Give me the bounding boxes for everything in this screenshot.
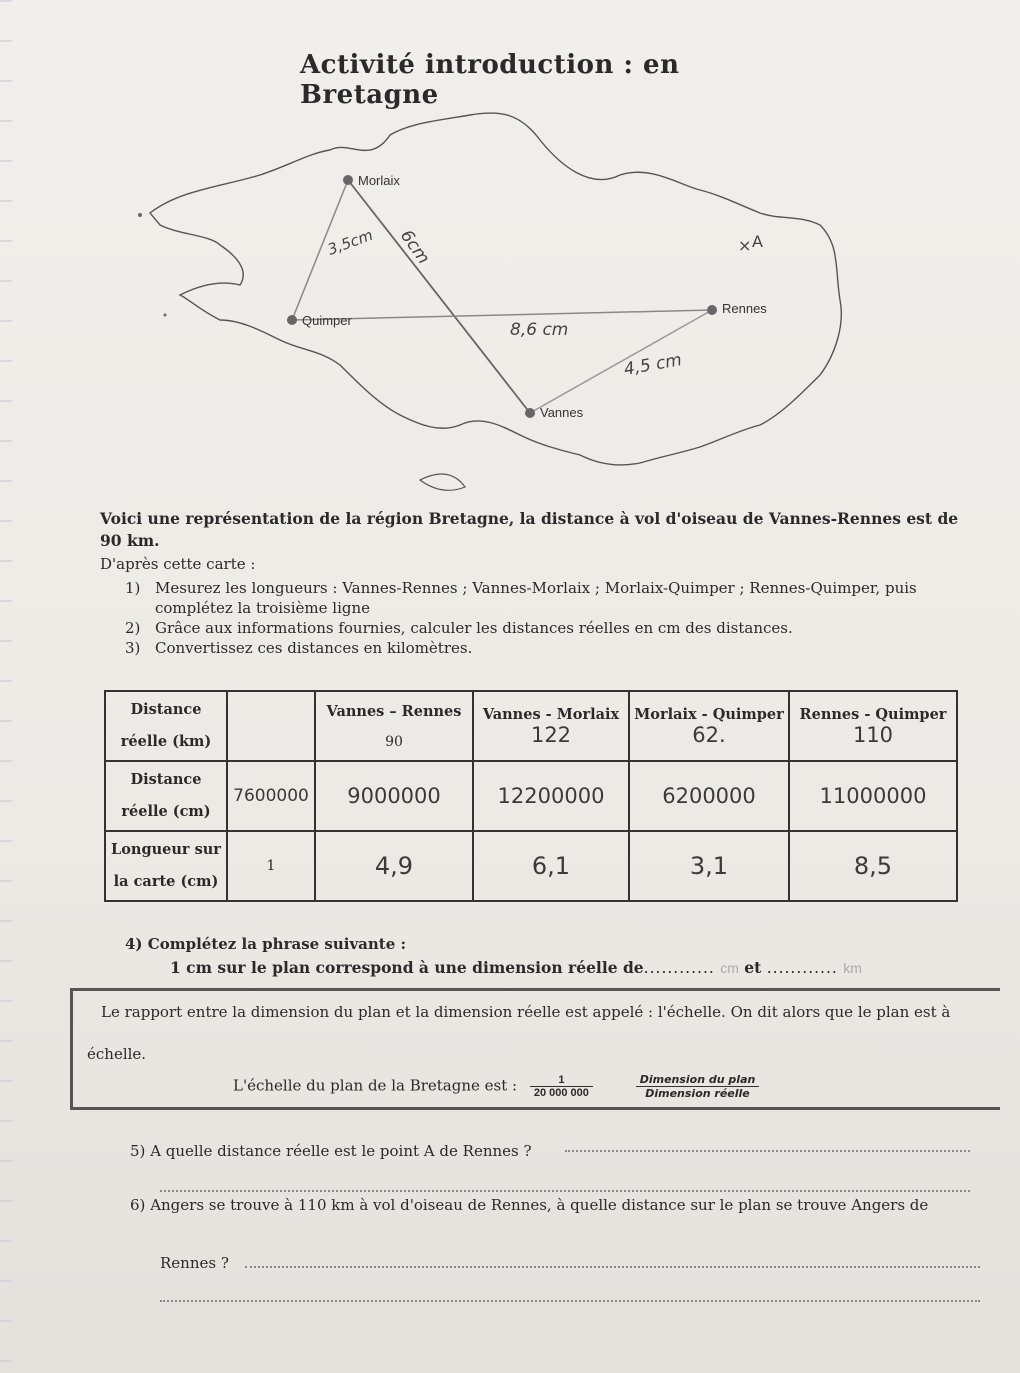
- col-head-vannes-morlaix: Vannes - Morlaix: [482, 705, 620, 723]
- handwritten-value: 12200000: [473, 761, 629, 831]
- intro-text: Voici une représentation de la région Bretagne, la distance à vol d'oiseau de Vannes-Rennes est de 90 km.: [100, 509, 959, 550]
- table-cell: [629, 691, 789, 761]
- question-list: [125, 578, 945, 658]
- fraction-denominator: 20 000 000: [533, 1087, 589, 1099]
- unit-km: km: [843, 960, 862, 976]
- question-number: 3): [125, 639, 141, 657]
- question-text: Convertissez ces distances en kilomètres.: [155, 639, 473, 657]
- row-head-map: Longueur sur la carte (cm): [105, 831, 227, 901]
- island: [420, 474, 465, 490]
- label-vannes: Vannes: [540, 405, 584, 420]
- rennes-point: [707, 305, 717, 315]
- question-number: 2): [125, 619, 141, 637]
- line-quimper-rennes: [292, 310, 712, 320]
- question-number: 1): [125, 579, 141, 597]
- scale-fraction: [530, 1074, 593, 1099]
- notebook-margin: [0, 0, 12, 1373]
- table-cell: [789, 691, 957, 761]
- row-head-km: Distance réelle (km): [105, 691, 227, 761]
- label-morlaix: Morlaix: [358, 173, 400, 188]
- quimper-point: [287, 315, 297, 325]
- question-number: 4): [125, 935, 143, 953]
- answer-line[interactable]: [160, 1190, 970, 1192]
- handwritten-value: 6200000: [629, 761, 789, 831]
- page-title: Activité introduction : en Bretagne: [300, 50, 680, 110]
- answer-line[interactable]: [160, 1300, 980, 1302]
- handwritten-value: 62.: [692, 722, 726, 747]
- table-row: [105, 831, 957, 901]
- table-cell: [473, 691, 629, 761]
- question-6-cont: Rennes ?: [160, 1254, 229, 1272]
- handwritten-value: 110: [852, 722, 894, 747]
- handwritten-value: 11000000: [789, 761, 957, 831]
- table-cell: [227, 691, 315, 761]
- box-line-2: échelle.: [87, 1045, 147, 1063]
- brittany-map: [120, 95, 960, 505]
- question-number: 5): [130, 1142, 146, 1160]
- coastline: [150, 113, 841, 465]
- vannes-point: [525, 408, 535, 418]
- question-text: Grâce aux informations fournies, calculer les distances réelles en cm des distances.: [155, 619, 793, 637]
- formula-numerator: Dimension du plan: [636, 1073, 760, 1087]
- col-head-rennes-quimper: Rennes - Quimper: [799, 705, 947, 723]
- fraction-numerator: 1: [530, 1074, 593, 1087]
- hw-quimper-rennes: 8,6 cm: [510, 320, 569, 340]
- blank-dots[interactable]: ............: [643, 959, 715, 977]
- morlaix-point: [343, 175, 353, 185]
- question-text: Angers se trouve à 110 km à vol d'oiseau de Rennes, à quelle distance sur le plan se trouve Angers de: [150, 1196, 929, 1214]
- row-head-cm: Distance réelle (cm): [105, 761, 227, 831]
- unit-cm: cm: [720, 960, 739, 976]
- hw-morlaix-vannes: 6cm: [395, 226, 434, 268]
- handwritten-value: 122: [530, 722, 572, 747]
- value-90: 90: [385, 733, 403, 750]
- sentence-start: 1 cm sur le plan correspond à une dimension réelle de: [170, 958, 644, 977]
- box-line-1: Le rapport entre la dimension du plan et la dimension réelle est appelé : l'échelle. On dit alors que le plan est à: [101, 1003, 951, 1021]
- question-4: [125, 935, 406, 953]
- question-text: A quelle distance réelle est le point A de Rennes ?: [150, 1142, 532, 1160]
- question-6: [130, 1196, 990, 1214]
- answer-line[interactable]: [565, 1150, 970, 1152]
- handwritten-value: 8,5: [789, 831, 957, 901]
- question-number: 6): [130, 1196, 146, 1214]
- formula-denominator: Dimension réelle: [645, 1087, 750, 1100]
- line-morlaix-vannes: [348, 180, 530, 413]
- box-line-3: [233, 1073, 759, 1100]
- question-5: [130, 1142, 532, 1160]
- hw-vannes-rennes: 4,5 cm: [622, 350, 684, 380]
- label-rennes: Rennes: [722, 301, 767, 316]
- question-1: [125, 578, 945, 618]
- table-cell: [315, 691, 473, 761]
- word-et: et: [744, 958, 762, 977]
- scale-definition-box: [70, 988, 1000, 1110]
- question-text: Mesurez les longueurs : Vannes-Rennes ; Vannes-Morlaix ; Morlaix-Quimper ; Rennes-Quimper, puis complétez la troisième ligne: [155, 579, 917, 617]
- islet-dot: [164, 314, 167, 317]
- handwritten-value: 3,1: [629, 831, 789, 901]
- scale-label: L'échelle du plan de la Bretagne est :: [233, 1076, 518, 1095]
- handwritten-value: 9000000: [315, 761, 473, 831]
- handwritten-value: 6,1: [473, 831, 629, 901]
- table-row: [105, 761, 957, 831]
- islet-dot: [138, 213, 142, 217]
- blank-dots[interactable]: ............: [766, 959, 838, 977]
- value-1: 1: [227, 831, 315, 901]
- col-head-vannes-rennes: Vannes – Rennes: [326, 702, 462, 720]
- handwritten-value: 7600000: [227, 761, 315, 831]
- table-row: [105, 691, 957, 761]
- fill-sentence: [170, 958, 930, 977]
- instruction-lead: D'après cette carte :: [100, 555, 256, 573]
- distance-table: [104, 690, 958, 902]
- col-head-morlaix-quimper: Morlaix - Quimper: [634, 705, 784, 723]
- question-text: Complétez la phrase suivante :: [147, 935, 407, 953]
- map-svg: [120, 95, 960, 505]
- formula-fraction: [636, 1073, 760, 1100]
- question-3: [125, 638, 945, 658]
- label-point-a: A: [752, 232, 763, 251]
- question-2: [125, 618, 945, 638]
- answer-line[interactable]: [245, 1266, 980, 1268]
- cross-icon: ×: [738, 236, 752, 255]
- handwritten-value: 4,9: [315, 831, 473, 901]
- label-quimper: Quimper: [302, 313, 352, 328]
- hw-morlaix-quimper: 3,5cm: [325, 225, 376, 259]
